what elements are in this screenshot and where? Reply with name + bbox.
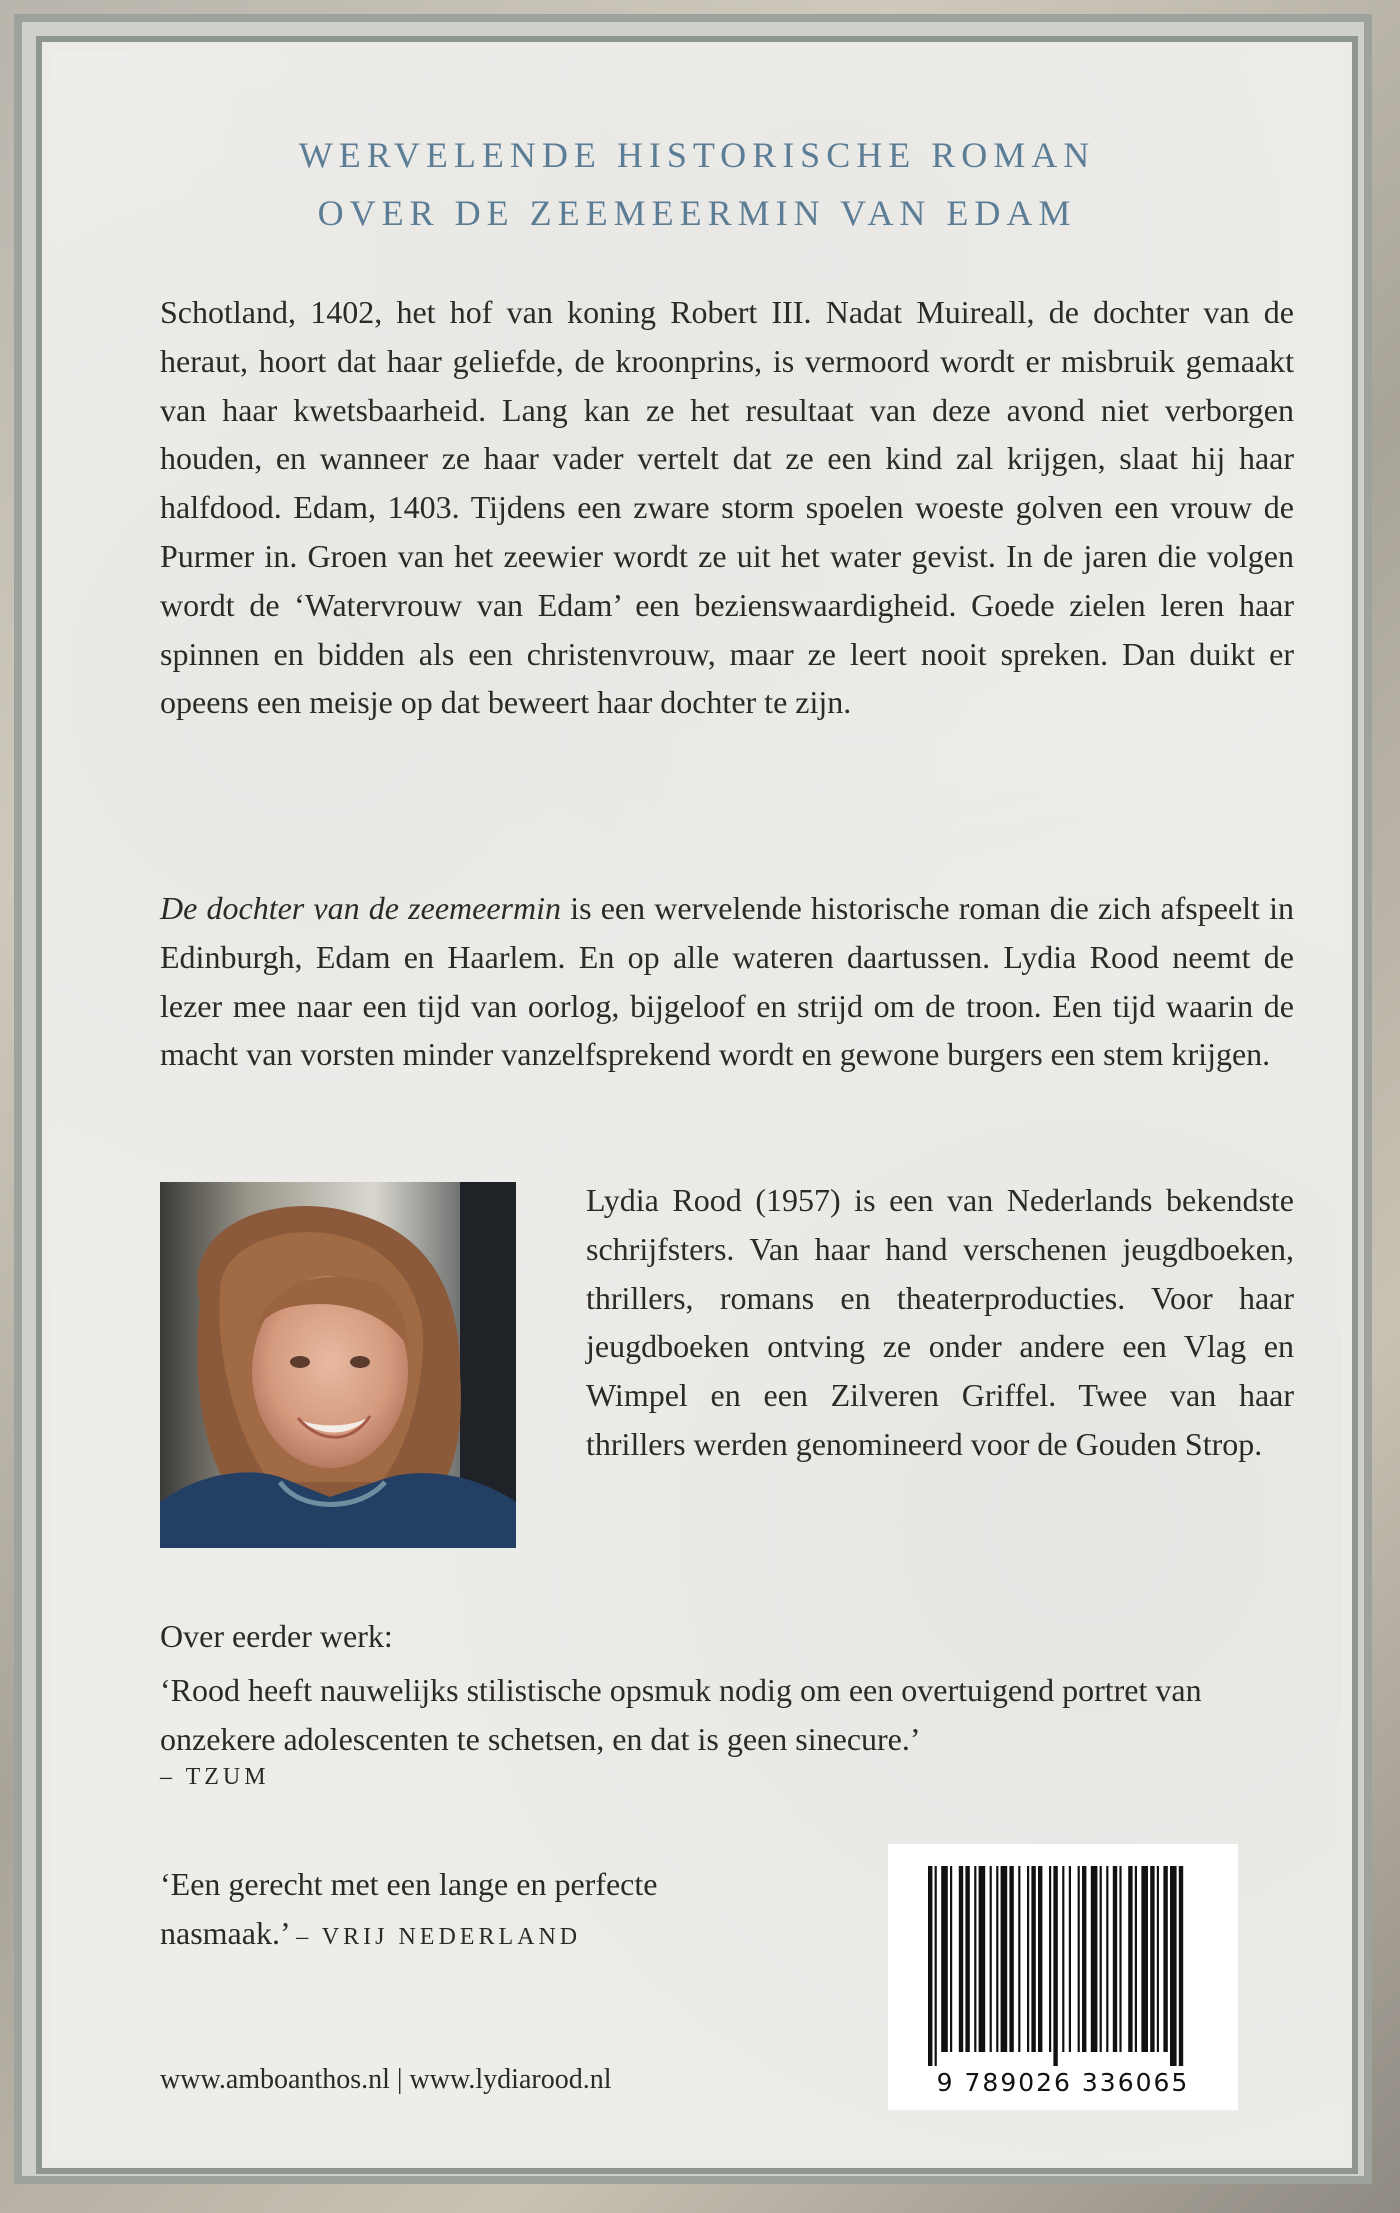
barcode-bar: [1150, 1866, 1154, 2052]
barcode-bar: [979, 1866, 986, 2052]
website-links: www.amboanthos.nl | www.lydiarood.nl: [160, 2064, 612, 2095]
blurb-paragraph-2-text: is een wervelende historische roman die zich afspeelt in Edinburgh, Edam en Haarlem. En op alle wateren daartussen. Lydia Rood neemt de lezer mee naar een tijd van oorlog, bijgeloof en strijd om de troon. Een tijd waarin de macht van vorsten minder vanzelfsprekend wordt en gewone burgers een stem krijgen.: [160, 890, 1295, 1073]
review-quote-2: [160, 1860, 780, 1962]
barcode-bar: [1038, 1866, 1042, 2052]
barcode: [888, 1844, 1238, 2110]
barcode-bar: [1001, 1866, 1008, 2052]
author-bio: Lydia Rood (1957) is een van Nederlands bekendste schrijfsters. Van haar hand verschenen jeugdboeken, thrillers, romans en theaterproducties. Voor haar jeugdboeken ontving ze onder andere een Vlag en Wimpel en een Zilveren Griffel. Twee van haar thrillers werden genomineerd voor de Gouden Strop.: [586, 1182, 1294, 1462]
isbn-digits: 9 789026 336065: [936, 2068, 1190, 2097]
barcode-bar: [1128, 1866, 1132, 2052]
barcode-bar: [1157, 1866, 1159, 2052]
back-cover: [52, 52, 1342, 2158]
barcode-bar: [1078, 1866, 1080, 2052]
barcode-bar: [1106, 1866, 1108, 2052]
barcode-bar: [1082, 1866, 1086, 2052]
barcode-bar: [959, 1866, 963, 2052]
blurb-paragraph-2: [160, 884, 1294, 1079]
reviews-heading: Over eerder werk:: [160, 1618, 393, 1654]
barcode-bar: [1113, 1866, 1117, 2052]
barcode-bar: [1100, 1866, 1102, 2052]
barcode-bar: [1049, 1866, 1051, 2052]
barcode-bar: [996, 1866, 998, 2052]
barcode-bar: [928, 1866, 932, 2066]
barcode-bar: [1091, 1866, 1098, 2052]
barcode-bar: [941, 1866, 948, 2052]
barcode-bar: [1018, 1866, 1020, 2052]
author-photo: [160, 1182, 516, 1548]
review-quote-2-text: ‘Een gerecht met een lange en perfecte nasmaak.’: [160, 1866, 658, 1951]
tagline-line-2: OVER DE ZEEMEERMIN VAN EDAM: [317, 193, 1077, 233]
barcode-bar: [1170, 1866, 1177, 2066]
barcode-bar: [1053, 1866, 1057, 2066]
barcode-bar: [935, 1866, 937, 2066]
barcode-bar: [1027, 1866, 1029, 2052]
barcode-bar: [990, 1866, 992, 2052]
blurb-paragraph-1: Schotland, 1402, het hof van koning Robert III. Nadat Muireall, de dochter van de heraut, hoort dat haar geliefde, de kroonprins, is vermoord wordt er misbruik gemaakt van haar kwetsbaarheid. Lang kan ze het resultaat van deze avond niet verborgen houden, en wanneer ze haar vader vertelt dat ze een kind zal krijgen, slaat hij haar halfdood. Edam, 1403. Tijdens een zware storm spoelen woeste golven een vrouw de Purmer in. Groen van het zeewier wordt ze uit het water gevist. In de jaren die volgen wordt de ‘Watervrouw van Edam’ een bezienswaardigheid. Goede zielen leren haar spinnen en bidden als een christenvrouw, maar ze leert nooit spreken. Dan duikt er opeens een meisje op dat beweert haar dochter te zijn.: [160, 294, 1294, 721]
barcode-bar: [1179, 1866, 1183, 2066]
barcode-bar: [1031, 1866, 1035, 2052]
barcode-bar: [1119, 1866, 1121, 2052]
barcode-bar: [1163, 1866, 1167, 2052]
author-photo-image: [160, 1182, 516, 1548]
barcode-bar: [1069, 1866, 1071, 2052]
review-source-2: – VRIJ NEDERLAND: [296, 1923, 582, 1950]
review-quote-1: ‘Rood heeft nauwelijks stilistische opsmuk nodig om een overtuigend portret van onzekere adolescenten te schetsen, en dat is geen sinecure.’: [160, 1672, 1202, 1757]
barcode-bar: [1009, 1866, 1013, 2052]
review-source-1: – TZUM: [160, 1764, 270, 1790]
tagline-line-1: WERVELENDE HISTORISCHE ROMAN: [298, 135, 1096, 175]
barcode-bar: [950, 1866, 952, 2052]
barcode-bar: [1135, 1866, 1137, 2052]
book-title: De dochter van de zeemeermin: [160, 890, 562, 926]
barcode-bar: [974, 1866, 976, 2052]
barcode-bars: [888, 1844, 1238, 2068]
barcode-bar: [965, 1866, 969, 2052]
barcode-bar: [1062, 1866, 1064, 2052]
barcode-bar: [1141, 1866, 1148, 2052]
